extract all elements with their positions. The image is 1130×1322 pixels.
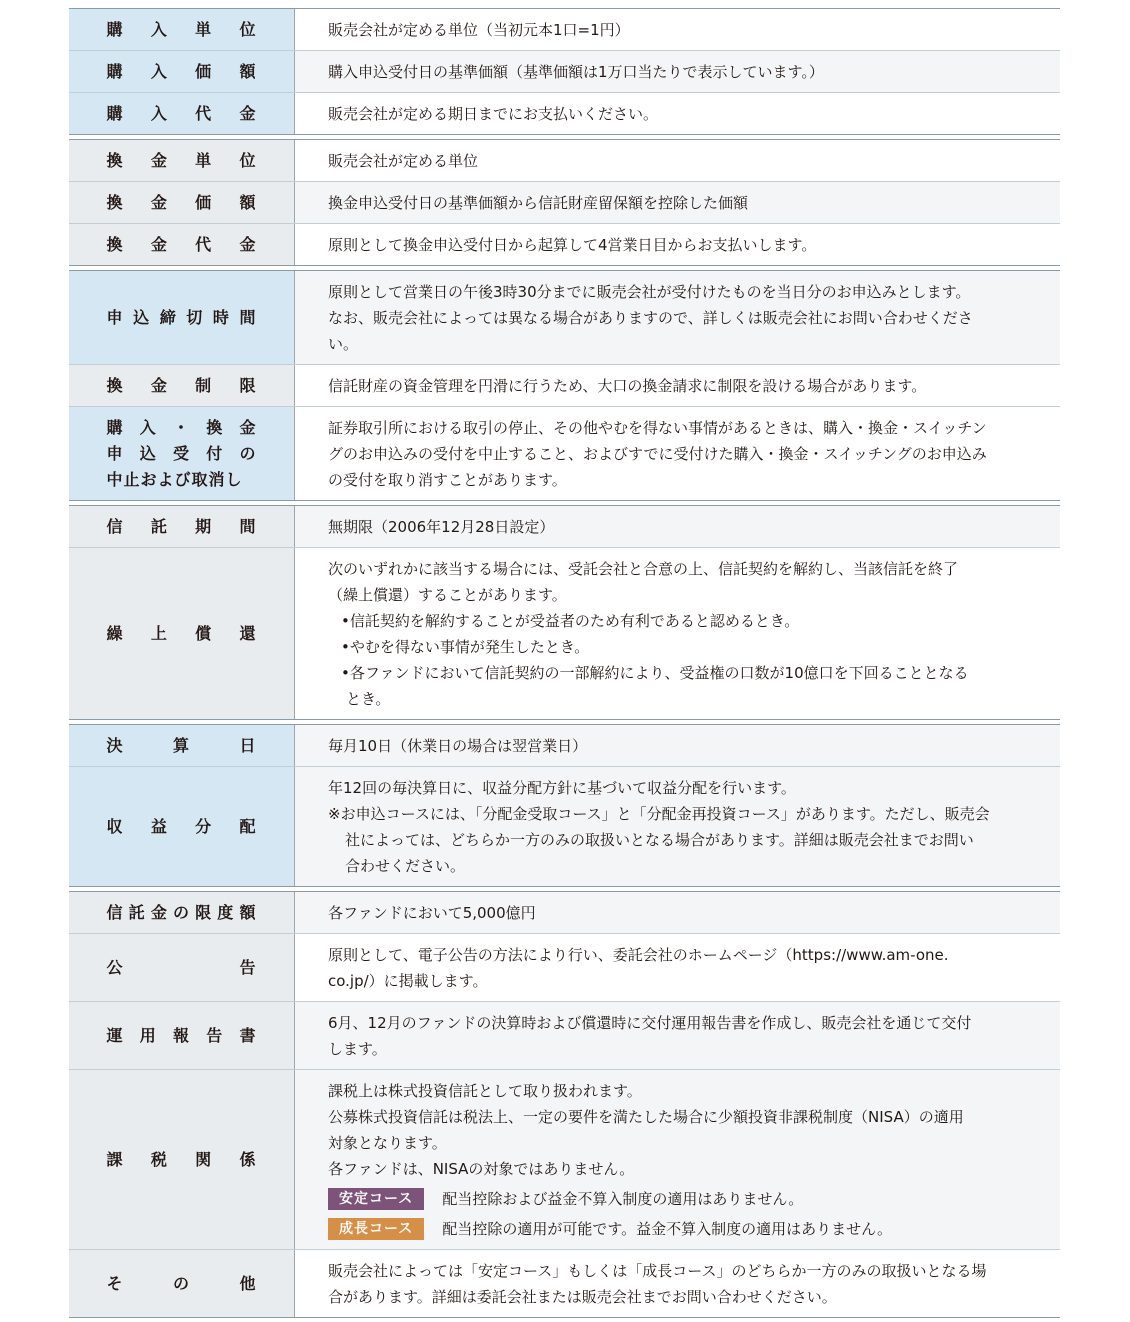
row-label	[69, 9, 295, 50]
row-label-text	[107, 1147, 257, 1173]
row-label-char: 入	[139, 417, 157, 437]
row-label-char: 代	[195, 234, 213, 254]
row-label-char: 価	[195, 61, 213, 81]
row-label-char: 切	[186, 307, 204, 327]
table-row	[69, 223, 1060, 265]
row-label-line	[107, 955, 257, 981]
value-line: い。	[328, 335, 359, 353]
value-line: （繰上償還）することがあります。	[328, 586, 567, 604]
row-value	[295, 365, 1060, 406]
value-line: 販売会社によっては「安定コース」もしくは「成長コース」のどちらか一方のみの取扱いとなる場	[328, 1262, 987, 1280]
row-label-char: 税	[150, 1149, 168, 1169]
row-label-text	[107, 148, 257, 174]
table-row	[69, 1249, 1060, 1317]
row-value	[295, 51, 1060, 92]
table-row	[69, 892, 1060, 933]
row-label-char: 決	[106, 735, 124, 755]
row-label	[69, 1070, 295, 1249]
value-line: 販売会社が定める単位	[328, 152, 479, 170]
bullet-item: •やむを得ない事情が発生したとき。	[341, 638, 590, 656]
row-group	[69, 8, 1060, 135]
row-label	[69, 365, 295, 406]
row-label-char: そ	[106, 1273, 124, 1293]
course-note	[328, 1216, 1032, 1242]
row-label-line	[107, 1023, 257, 1049]
row-label-char: 度	[217, 902, 235, 922]
row-value	[295, 1250, 1060, 1317]
row-label	[69, 548, 295, 719]
value-line: 信託財産の資金管理を円滑に行うため、大口の換金請求に制限を設ける場合があります。	[328, 377, 927, 395]
row-label-char: 入	[150, 61, 168, 81]
row-label-line	[107, 373, 257, 399]
row-label-char: 金	[150, 375, 168, 395]
row-label-char: 位	[239, 19, 257, 39]
row-label-char: 金	[150, 902, 168, 922]
row-value	[295, 182, 1060, 223]
row-label-char: 購	[106, 103, 124, 123]
row-label	[69, 506, 295, 547]
row-label-char: ・	[172, 417, 190, 437]
row-label-char: 申	[106, 307, 124, 327]
row-label-line	[107, 101, 257, 127]
value-line: 原則として換金申込受付日から起算して4営業日目からお支払いします。	[328, 236, 817, 254]
row-label-char: 単	[195, 19, 213, 39]
row-label	[69, 140, 295, 181]
row-label-text	[107, 1023, 257, 1049]
value-line: 6月、12月のファンドの決算時および償還時に交付運用報告書を作成し、販売会社を通じて交付	[328, 1014, 972, 1032]
row-label-char: 金	[239, 234, 257, 254]
table-row	[69, 1001, 1060, 1069]
row-label-line	[107, 415, 257, 441]
row-label	[69, 271, 295, 364]
row-label	[69, 93, 295, 134]
row-label-text	[107, 621, 257, 647]
row-label-char: 償	[195, 623, 213, 643]
row-value	[295, 506, 1060, 547]
row-label-char: 時	[212, 307, 230, 327]
row-label-char: 代	[195, 103, 213, 123]
seicho-course-badge: 成長コース	[328, 1218, 424, 1240]
table-row	[69, 547, 1060, 719]
row-label-char: 上	[150, 623, 168, 643]
value-line: 次のいずれかに該当する場合には、受託会社と合意の上、信託契約を解約し、当該信託を終了	[328, 560, 959, 578]
row-value	[295, 140, 1060, 181]
table-row	[69, 1069, 1060, 1249]
row-label	[69, 51, 295, 92]
row-label-char: 金	[150, 192, 168, 212]
row-label-char: 期	[195, 516, 213, 536]
row-label-char: 申	[106, 443, 124, 463]
row-label-text	[107, 190, 257, 216]
row-label-char: 単	[195, 150, 213, 170]
row-label-char: 信	[106, 516, 124, 536]
row-label	[69, 182, 295, 223]
row-value	[295, 224, 1060, 265]
row-label-char: 算	[172, 735, 190, 755]
row-label-char: 限	[195, 902, 213, 922]
row-label-text	[107, 305, 257, 331]
row-label-char: の	[172, 1273, 190, 1293]
value-line: 公募株式投資信託は税法上、一定の要件を満たした場合に少額投資非課税制度（NISA）の適用	[328, 1108, 964, 1126]
row-label-text	[107, 17, 257, 43]
row-label-char: 購	[106, 417, 124, 437]
table-row	[69, 140, 1060, 181]
value-line: 毎月10日（休業日の場合は翌営業日）	[328, 737, 588, 755]
row-label-char: 書	[239, 1025, 257, 1045]
bullet-item: とき。	[346, 690, 391, 708]
row-label-char: 分	[195, 816, 213, 836]
row-label	[69, 407, 295, 500]
row-label-char: 換	[106, 234, 124, 254]
row-label-char: 付	[206, 443, 224, 463]
row-label-line	[107, 190, 257, 216]
course-note-text: 配当控除の適用が可能です。益金不算入制度の適用はありません。	[442, 1220, 893, 1238]
row-label	[69, 934, 295, 1001]
row-label-line	[107, 514, 257, 540]
row-value	[295, 1002, 1060, 1069]
row-label-char: 配	[239, 816, 257, 836]
row-label-line	[107, 900, 257, 926]
row-value	[295, 9, 1060, 50]
row-group	[69, 724, 1060, 887]
row-label-char: 間	[239, 307, 257, 327]
row-label-char: 額	[239, 61, 257, 81]
note-line: 社によっては、どちらか一方のみの取扱いとなる場合があります。詳細は販売会社までお問い	[345, 831, 974, 849]
value-line: 対象となります。	[328, 1134, 447, 1152]
row-label-char: 係	[239, 1149, 257, 1169]
row-label-text	[107, 59, 257, 85]
row-label-char: 金	[239, 417, 257, 437]
row-label-char: 締	[159, 307, 177, 327]
row-label-text	[107, 733, 257, 759]
row-label-char: 他	[239, 1273, 257, 1293]
row-value	[295, 725, 1060, 766]
row-label-text	[107, 514, 257, 540]
row-label-char: 告	[239, 957, 257, 977]
table-row	[69, 364, 1060, 406]
row-label-char: 託	[128, 902, 146, 922]
value-line: co.jp/）に掲載します。	[328, 972, 488, 990]
value-line: 原則として、電子公告の方法により行い、委託会社のホームページ（https://www.am-one.	[328, 946, 949, 964]
row-label-char: 額	[239, 192, 257, 212]
value-line: します。	[328, 1040, 387, 1058]
row-label-text	[107, 814, 257, 840]
value-line: 換金申込受付日の基準価額から信託財産留保額を控除した価額	[328, 194, 749, 212]
value-line: 年12回の毎決算日に、収益分配方針に基づいて収益分配を行います。	[328, 779, 796, 797]
row-value	[295, 548, 1060, 719]
row-group	[69, 270, 1060, 501]
row-label	[69, 725, 295, 766]
row-label-char: の	[239, 443, 257, 463]
row-label-char: 換	[206, 417, 224, 437]
row-label-char: 込	[133, 307, 151, 327]
table-row	[69, 9, 1060, 50]
row-label-char: 入	[150, 103, 168, 123]
row-label-char: 繰	[106, 623, 124, 643]
row-label-line	[107, 441, 257, 467]
table-row	[69, 50, 1060, 92]
row-value	[295, 93, 1060, 134]
row-label-char: 金	[150, 234, 168, 254]
row-label-char: 込	[139, 443, 157, 463]
row-label-text	[107, 373, 257, 399]
row-label-char: 益	[150, 816, 168, 836]
value-line: グのお申込みの受付を中止すること、およびすでに受付けた購入・換金・スイッチングのお申込み	[328, 445, 987, 463]
value-line: 無期限（2006年12月28日設定）	[328, 518, 555, 536]
row-label-char: 制	[195, 375, 213, 395]
value-line: 課税上は株式投資信託として取り扱われます。	[328, 1082, 642, 1100]
row-label-char: 運	[106, 1025, 124, 1045]
row-label-char: 間	[239, 516, 257, 536]
row-label	[69, 767, 295, 886]
row-label	[69, 224, 295, 265]
row-label-char: 限	[239, 375, 257, 395]
value-line: の受付を取り消すことがあります。	[328, 471, 567, 489]
row-label-char: 課	[106, 1149, 124, 1169]
bullet-item: •各ファンドにおいて信託契約の一部解約により、受益権の口数が10億口を下回ることとなる	[341, 664, 969, 682]
row-label-line	[107, 148, 257, 174]
row-label	[69, 1002, 295, 1069]
row-label-char: 公	[106, 957, 124, 977]
row-label-char: 用	[139, 1025, 157, 1045]
bullet-item: •信託契約を解約することが受益者のため有利であると認めるとき。	[341, 612, 800, 630]
row-label-line	[107, 1271, 257, 1297]
row-value	[295, 1070, 1060, 1249]
row-label-char: 位	[239, 150, 257, 170]
row-label-line	[107, 59, 257, 85]
row-label-text	[107, 1271, 257, 1297]
course-note-text: 配当控除および益金不算入制度の適用はありません。	[442, 1190, 804, 1208]
note-line: 合わせください。	[345, 857, 466, 875]
table-row	[69, 725, 1060, 766]
table-row	[69, 181, 1060, 223]
row-label-char: 購	[106, 61, 124, 81]
row-label-char: 換	[106, 150, 124, 170]
table-row	[69, 271, 1060, 364]
row-value	[295, 271, 1060, 364]
row-label-text	[107, 955, 257, 981]
row-label-char: 信	[106, 902, 124, 922]
row-label-char: の	[172, 902, 190, 922]
value-line: 購入申込受付日の基準価額（基準価額は1万口当たりで表示しています。）	[328, 63, 824, 81]
row-label	[69, 892, 295, 933]
row-label-char: 還	[239, 623, 257, 643]
row-label-line	[107, 232, 257, 258]
row-label-char: 金	[150, 150, 168, 170]
row-label-char: 換	[106, 375, 124, 395]
value-line: なお、販売会社によっては異なる場合がありますので、詳しくは販売会社にお問い合わせくださ	[328, 309, 973, 327]
row-label-char: 関	[195, 1149, 213, 1169]
row-label-char: 購	[106, 19, 124, 39]
row-label-char: 日	[239, 735, 257, 755]
value-line: 販売会社が定める期日までにお支払いください。	[328, 105, 659, 123]
value-line: 各ファンドは、NISAの対象ではありません。	[328, 1160, 635, 1178]
row-label-line	[107, 17, 257, 43]
row-value	[295, 934, 1060, 1001]
row-label-char: 報	[172, 1025, 190, 1045]
row-label-text	[107, 415, 257, 493]
fund-procedures-table	[69, 8, 1060, 1322]
value-line: 原則として営業日の午後3時30分までに販売会社が受付けたものを当日分のお申込みとします。	[328, 283, 971, 301]
table-row	[69, 933, 1060, 1001]
row-label-char: 収	[106, 816, 124, 836]
row-group	[69, 139, 1060, 266]
table-row	[69, 766, 1060, 886]
value-line: 各ファンドにおいて5,000億円	[328, 904, 536, 922]
row-label-line	[107, 1147, 257, 1173]
value-line: 販売会社が定める単位（当初元本1口=1円）	[328, 21, 630, 39]
note-line: ※お申込コースには、「分配金受取コース」と「分配金再投資コース」があります。ただし、販売会	[328, 805, 990, 823]
row-label-text	[107, 101, 257, 127]
row-value	[295, 767, 1060, 886]
value-line: 証券取引所における取引の停止、その他やむを得ない事情があるときは、購入・換金・スイッチン	[328, 419, 987, 437]
row-label-char: 換	[106, 192, 124, 212]
row-label-line	[107, 621, 257, 647]
antei-course-badge: 安定コース	[328, 1188, 424, 1210]
row-value	[295, 407, 1060, 500]
row-label-char: 中止および取消し	[106, 469, 243, 489]
row-label-char: 告	[206, 1025, 224, 1045]
row-label-line	[107, 305, 257, 331]
row-label-char: 託	[150, 516, 168, 536]
course-note	[328, 1186, 1032, 1212]
row-label-line	[107, 467, 257, 493]
row-group	[69, 891, 1060, 1318]
row-group	[69, 505, 1060, 720]
row-label-line	[107, 733, 257, 759]
row-label-text	[107, 900, 257, 926]
table-row	[69, 506, 1060, 547]
row-value	[295, 892, 1060, 933]
table-row	[69, 406, 1060, 500]
row-label-char: 額	[239, 902, 257, 922]
row-label-char: 金	[239, 103, 257, 123]
row-label-char: 入	[150, 19, 168, 39]
row-label	[69, 1250, 295, 1317]
table-row	[69, 92, 1060, 134]
row-label-text	[107, 232, 257, 258]
row-label-char: 受	[172, 443, 190, 463]
value-line: 合があります。詳細は委託会社または販売会社までお問い合わせください。	[328, 1288, 837, 1306]
row-label-char: 価	[195, 192, 213, 212]
row-label-line	[107, 814, 257, 840]
